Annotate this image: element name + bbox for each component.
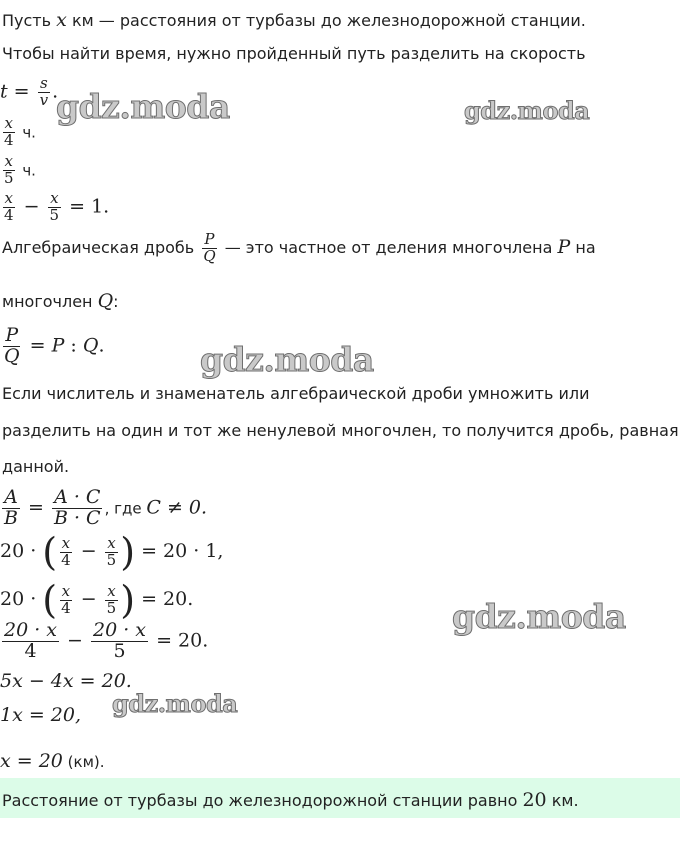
fraction-ac-bc <box>52 488 103 529</box>
numerator: x <box>61 533 71 552</box>
where: , где <box>104 499 147 518</box>
watermark: gdz.moda <box>452 597 626 636</box>
watermark: gdz.moda <box>200 340 374 379</box>
text: км — расстояния от турбазы до железнодорожной станции. <box>66 11 586 30</box>
rhs-p: P <box>51 334 65 357</box>
text: Пусть <box>2 11 57 30</box>
tail: = 20. <box>150 629 209 652</box>
fraction-x-5 <box>2 154 16 187</box>
numerator: x <box>61 581 71 600</box>
tail: = 20. <box>135 588 194 610</box>
var-p: P <box>557 235 571 258</box>
formula-time <box>0 76 58 109</box>
rule-line-3: данной. <box>2 457 70 476</box>
watermark: gdz.moda <box>464 96 590 125</box>
numerator: x <box>50 189 59 207</box>
step-3 <box>0 621 208 662</box>
fraction-x-4 <box>59 533 73 569</box>
answer-text <box>2 789 579 811</box>
fraction-s-v <box>38 76 50 109</box>
numerator: A · C <box>54 486 101 508</box>
minus: − <box>61 629 90 652</box>
denominator: B · C <box>53 506 101 529</box>
denominator: 4 <box>61 598 71 617</box>
fraction-p-q <box>2 326 22 367</box>
denominator: B <box>4 506 18 529</box>
eq: = <box>23 334 52 357</box>
method-line: Чтобы найти время, нужно пройденный путь разделить на скорость <box>2 44 586 63</box>
denominator: 4 <box>61 550 71 569</box>
minus: − <box>74 588 103 610</box>
fraction-x-5 <box>48 191 62 224</box>
eq: = <box>21 496 50 519</box>
paren-left: ( <box>42 530 58 574</box>
denominator: 4 <box>24 639 37 662</box>
time-first <box>0 116 36 149</box>
fraction-x-4 <box>59 581 73 617</box>
answer-box <box>0 778 680 818</box>
time-second <box>0 154 36 187</box>
denominator: v <box>39 90 49 109</box>
answer-number: 20 <box>522 789 547 811</box>
text: км. <box>546 791 579 810</box>
text: Расстояние от турбазы до железнодорожной станции равно <box>2 791 523 810</box>
paren-right: ) <box>120 578 136 622</box>
fraction-x-4 <box>2 191 16 224</box>
numerator: A <box>4 486 18 508</box>
formula-pq <box>0 326 104 367</box>
fraction-x-4 <box>2 116 16 149</box>
denominator: 5 <box>106 550 117 569</box>
eq-one: = 1. <box>63 195 110 218</box>
numerator: x <box>4 152 13 170</box>
denominator: 5 <box>106 598 117 617</box>
eq: = <box>7 80 36 103</box>
denominator: Q <box>4 344 20 367</box>
paren-right: ) <box>120 530 136 574</box>
step-2 <box>0 578 194 622</box>
dot: . <box>98 334 105 357</box>
var-q: Q <box>97 290 114 312</box>
definition-line-1 <box>2 232 596 265</box>
fraction-a-b <box>2 488 20 529</box>
fraction-20x-4 <box>2 621 59 662</box>
colon: : <box>113 292 119 311</box>
numerator: x <box>107 533 116 552</box>
paren-left: ( <box>42 578 58 622</box>
fraction-20x-5 <box>91 621 148 662</box>
tail: = 20 · 1, <box>135 540 224 562</box>
condition: C ≠ 0. <box>146 496 208 519</box>
definition-line-2 <box>2 292 119 311</box>
rule-line-1: Если числитель и знаменатель алгебраической дроби умножить или <box>2 384 590 403</box>
numerator: s <box>40 74 48 92</box>
step-6 <box>0 752 105 771</box>
sep: : <box>64 334 83 357</box>
intro-line <box>2 11 586 30</box>
watermark: gdz.moda <box>112 689 238 718</box>
equation-main <box>0 191 109 224</box>
text: многочлен <box>2 292 98 311</box>
step-5: 1x = 20, <box>0 704 82 726</box>
denominator: Q <box>203 246 216 265</box>
t: t <box>0 80 8 103</box>
result: x = 20 <box>0 750 63 772</box>
denominator: 5 <box>113 639 126 662</box>
lead: 20 · <box>0 540 43 562</box>
unit: (км). <box>62 753 105 771</box>
step-1 <box>0 530 224 574</box>
step-4: 5x − 4x = 20. <box>0 670 132 692</box>
text: Алгебраическая дробь <box>2 237 200 257</box>
numerator: P <box>204 230 215 248</box>
minus: − <box>74 540 103 562</box>
denominator: 5 <box>49 205 60 224</box>
unit: ч. <box>17 161 36 180</box>
numerator: x <box>107 581 116 600</box>
numerator: 20 · x <box>93 619 147 641</box>
minus: − <box>17 195 46 218</box>
denominator: 5 <box>4 168 14 187</box>
fraction-p-q <box>201 232 217 265</box>
fraction-x-5 <box>105 533 119 569</box>
formula-abc <box>0 488 207 529</box>
denominator: 4 <box>4 130 14 149</box>
numerator: 20 · x <box>4 619 58 641</box>
lead: 20 · <box>0 588 43 610</box>
unit: ч. <box>17 123 36 142</box>
rule-line-2: разделить на один и тот же ненулевой многочлен, то получится дробь, равная <box>2 421 679 440</box>
denominator: 4 <box>4 205 14 224</box>
var-x: x <box>56 9 67 31</box>
watermark: gdz.moda <box>56 87 230 126</box>
numerator: x <box>4 114 13 132</box>
rhs-q: Q <box>82 334 99 357</box>
text: — это частное от деления многочлена <box>219 237 558 257</box>
dot: . <box>52 80 59 103</box>
fraction-x-5 <box>105 581 119 617</box>
numerator: P <box>5 324 19 346</box>
text: на <box>570 237 596 257</box>
numerator: x <box>4 189 13 207</box>
